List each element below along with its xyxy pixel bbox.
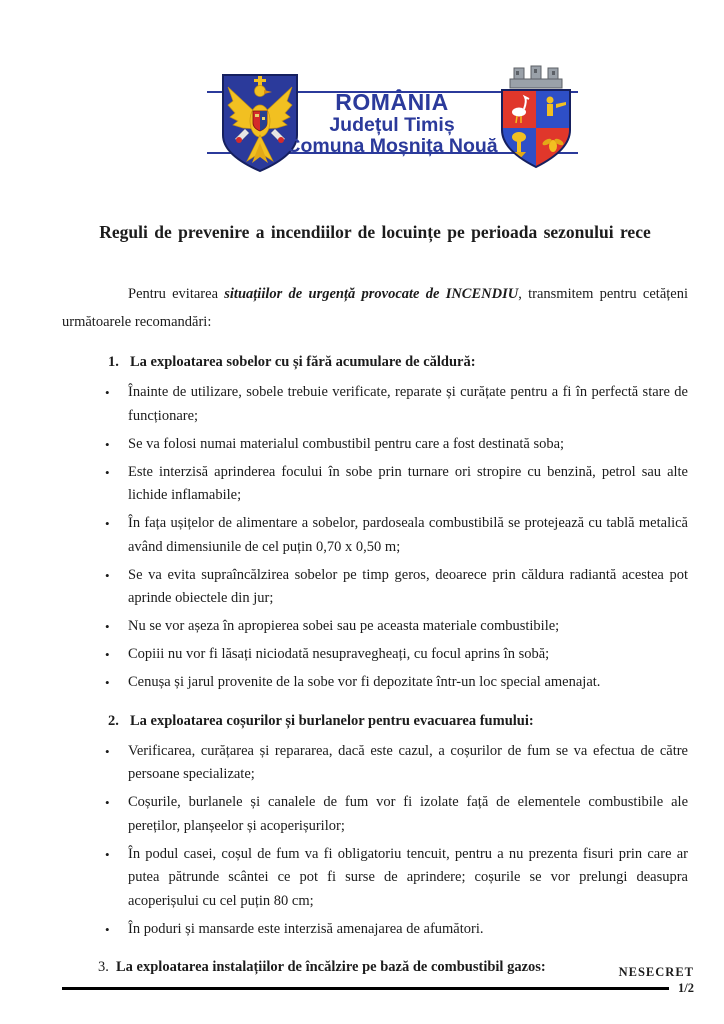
section-2-bullets — [105, 740, 688, 942]
intro-prefix: Pentru evitarea — [128, 286, 225, 302]
document-body — [0, 222, 724, 979]
section-1-heading-text: La exploatarea sobelor cu și fără acumulare de căldură: — [130, 354, 476, 370]
list-item: • Se va evita supraîncălzirea sobelor pe timp geros, deoarece prin căldura radiantă acestea pot aprinde obiectele din jur; — [105, 564, 688, 611]
list-item: • Cenușa și jarul provenite de la sobe vor fi depozitate într-un loc special amenajat. — [105, 671, 688, 695]
footer-rule — [62, 987, 669, 990]
bullet-icon: • — [105, 385, 110, 400]
list-item: • Nu se vor așeza în apropierea sobei sau pe aceasta materiale combustibile; — [105, 615, 688, 639]
header-commune: Comuna Moșnița Nouă — [286, 135, 498, 157]
list-item: • Copiii nu vor fi lăsați niciodată nesupravegheați, cu focul aprins în sobă; — [105, 643, 688, 667]
bullet-icon: • — [105, 743, 110, 759]
section-1-number: 1. — [108, 354, 119, 370]
list-item: • Înainte de utilizare, sobele trebuie verificate, reparate și curățate pentru a fi în perfectă stare de funcționare; — [105, 381, 688, 428]
bullet-icon: • — [105, 795, 110, 810]
list-item: • În fața ușițelor de alimentare a sobelor, pardoseala combustibilă se protejează cu tablă metalică având dimensiunile de cel puțin 0,70 x 0,50 m; — [105, 512, 688, 559]
intro-paragraph — [62, 280, 688, 336]
page-number: 1/2 — [678, 981, 694, 995]
section-2-heading — [108, 710, 688, 733]
section-2-number: 2. — [108, 712, 119, 729]
classification-label: NESECRET — [618, 965, 694, 979]
document-header — [0, 0, 724, 173]
header-title-block — [282, 90, 502, 157]
list-item: • În poduri și mansarde este interzisă amenajarea de afumători. — [105, 918, 688, 942]
page-title: Reguli de prevenire a incendiilor de locuințe pe perioada sezonului rece — [99, 222, 651, 242]
bullet-icon: • — [105, 846, 110, 862]
header-country: ROMÂNIA — [335, 89, 449, 115]
bullet-icon: • — [105, 675, 110, 690]
list-item: • Verificarea, curățarea și repararea, dacă este cazul, a coșurilor de fum se va efectua de către persoane specializate; — [105, 740, 688, 787]
bullet-icon: • — [105, 921, 110, 937]
list-item: • Este interzisă aprinderea focului în sobe prin turnare ori stropire cu benzină, petrol sau alte lichide inflamabile; — [105, 461, 688, 508]
section-2-heading-text: La exploatarea coșurilor și burlanelor pentru evacuarea fumului: — [130, 712, 534, 729]
bullet-icon: • — [105, 647, 110, 662]
section-3-number: 3. — [98, 959, 109, 975]
list-item: • Se va folosi numai materialul combustibil pentru care a fost destinată soba; — [105, 433, 688, 457]
mosnita-noua-coat-of-arms-icon — [496, 64, 576, 172]
intro-emphasis: situațiilor de urgență provocate de INCENDIU — [224, 286, 519, 302]
bullet-icon: • — [105, 516, 110, 531]
section-3-heading-text: La exploatarea instalațiilor de încălzire pe bază de combustibil gazos: — [116, 959, 546, 975]
list-item: • Coșurile, burlanele și canalele de fum vor fi izolate față de elementele combustibile ale pereților, planșeelor și acoperișurilor; — [105, 791, 688, 838]
section-1-bullets — [105, 381, 688, 695]
list-item: • În podul casei, coșul de fum va fi obligatoriu tencuit, pentru a nu prezenta fisuri prin care ar putea pătrunde scântei ce pot fi surse de aprindere; coșurile se vor prelungi deasupra acoperișului cu cel puțin 80 cm; — [105, 843, 688, 914]
bullet-icon: • — [105, 436, 110, 452]
intro-suffix: , transmitem pentru cetățeni următoarele recomandări: — [62, 286, 688, 330]
bullet-icon: • — [105, 619, 110, 634]
page-footer — [62, 965, 694, 996]
bullet-icon: • — [105, 567, 110, 583]
bullet-icon: • — [105, 464, 110, 480]
section-1-heading — [108, 351, 688, 374]
footer-rule-row — [62, 981, 694, 996]
header-county: Județul Timiș — [329, 114, 455, 136]
